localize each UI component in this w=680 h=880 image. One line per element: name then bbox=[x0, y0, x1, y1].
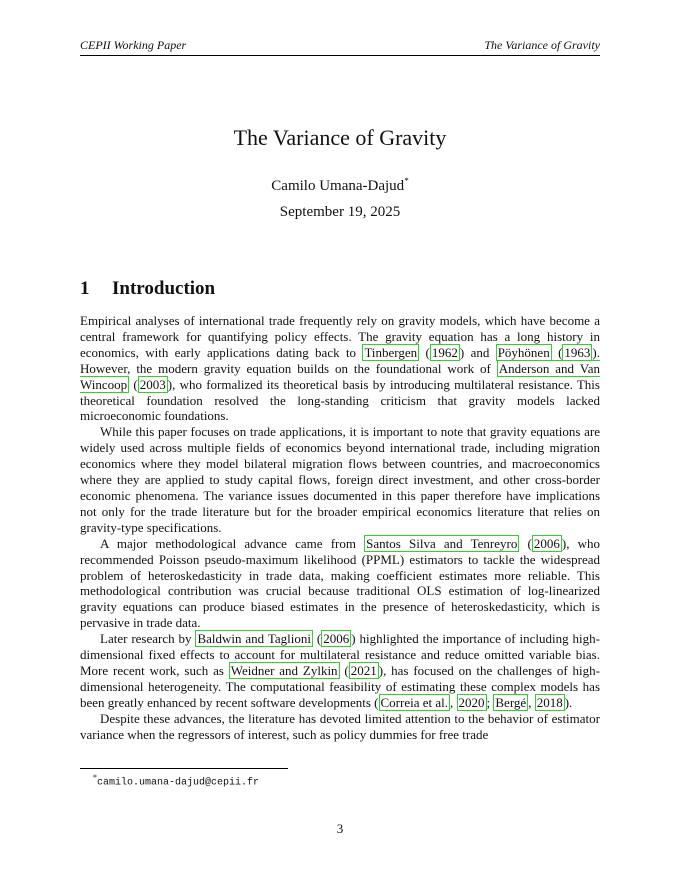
citation-link[interactable]: 2006 bbox=[323, 631, 350, 647]
author bbox=[0, 171, 680, 196]
running-header bbox=[80, 38, 600, 52]
paragraph bbox=[80, 313, 600, 424]
citation-link[interactable]: Pöyhönen bbox=[497, 344, 550, 360]
paragraph-text: ( bbox=[129, 376, 138, 392]
paragraph-text: ( bbox=[519, 535, 532, 551]
citation-link[interactable]: 1962 bbox=[431, 344, 458, 360]
citation-link[interactable]: Weidner and Zylkin bbox=[230, 662, 338, 678]
paragraph-text: ) highlighted the importance of including high-dimensional fixed effects to account for multilateral resistance and reduce omitted variable bias. More recent work, such as bbox=[80, 631, 600, 678]
footnote-email: camilo.umana-dajud@cepii.fr bbox=[97, 777, 260, 789]
citation-link[interactable]: Bergé bbox=[495, 694, 527, 710]
paragraph-text: ( bbox=[551, 344, 563, 360]
citation-link[interactable]: Santos Silva and Tenreyro bbox=[366, 535, 518, 551]
footnote-mark: * bbox=[93, 773, 97, 782]
date: September 19, 2025 bbox=[279, 204, 401, 220]
section-number: 1 bbox=[80, 278, 90, 299]
paragraph-text: A major methodological advance came from bbox=[100, 535, 365, 551]
paragraph-text: ), who recommended Poisson pseudo-maximum likelihood (PPML) estimators to tackle the widespread problem of heteroskedasticity in trade data, making coefficient estimates more reliable. This methodological contribution was crucial because traditional OLS estimation of log-linearized gravity equations can produce biased estimates in the presence of heteroskedasticity, which is pervasive in trade data. bbox=[80, 535, 600, 631]
paragraph bbox=[80, 631, 600, 711]
header-left: CEPII Working Paper bbox=[80, 38, 187, 52]
paragraph-text: ( bbox=[339, 662, 349, 678]
citation-link[interactable]: 2020 bbox=[458, 694, 485, 710]
paper-title: The Variance of Gravity bbox=[233, 125, 447, 150]
paragraph-text: While this paper focuses on trade applications, it is important to note that gravity equations are widely used across multiple fields of economics beyond international trade, including migration economics where they model bilateral migration flows between countries, and macroeconomics where they are applied to study capital flows, foreign direct investment, and other cross-border economic phenomena. The variance issues documented in this paper therefore have implications not only for the trade literature but for the broader empirical economics literature that relies on gravity-type specifications. bbox=[80, 424, 600, 535]
author-name: Camilo Umana-Dajud bbox=[271, 178, 405, 194]
citation-link[interactable]: 2018 bbox=[536, 694, 563, 710]
section-heading bbox=[80, 277, 215, 301]
citation-link[interactable]: Baldwin and Taglioni bbox=[197, 631, 311, 647]
paragraph-text: ). However, the modern gravity equation builds on the foundational work of bbox=[80, 344, 600, 376]
paragraph-text: ( bbox=[313, 631, 322, 647]
paragraph-text: , bbox=[528, 694, 535, 710]
citation-link[interactable]: 2006 bbox=[533, 535, 560, 551]
header-rule bbox=[80, 55, 600, 56]
paragraph-text: Despite these advances, the literature has devoted limited attention to the behavior of estimator variance when the regressors of interest, such as policy dummies for free trade bbox=[80, 710, 600, 742]
paragraph-text: ). bbox=[564, 694, 573, 710]
paragraph-text: ), has focused on the challenges of high-dimensional heterogeneity. The computational feasibility of estimating these complex models has been greatly enhanced by recent software developments ( bbox=[80, 662, 600, 710]
paragraph-text: Later research by bbox=[100, 631, 196, 647]
header-right: The Variance of Gravity bbox=[484, 38, 600, 52]
citation-link[interactable]: Correia et al. bbox=[380, 694, 449, 710]
paragraph bbox=[80, 536, 600, 631]
footnote-rule bbox=[80, 768, 288, 769]
footnote bbox=[93, 772, 259, 789]
paragraph-text: ) and bbox=[459, 344, 496, 360]
paragraph-text: , bbox=[450, 694, 457, 710]
paragraph bbox=[80, 711, 600, 743]
paragraph-text: ), who formalized its theoretical basis by introducing multilateral resistance. This theoretical foundation resolved the long-standing criticism that gravity models lacked microeconomic foundations. bbox=[80, 376, 600, 424]
citation-link[interactable]: Tinbergen bbox=[364, 344, 418, 360]
paragraph-text: Empirical analyses of international trade frequently rely on gravity models, which have become a central framework for quantifying policy effects. The gravity equation has a long history in economics, with early applications dating back to bbox=[80, 313, 600, 360]
paragraph bbox=[80, 424, 600, 535]
paragraph-text: ( bbox=[419, 344, 430, 360]
citation-link[interactable]: 1963 bbox=[564, 344, 591, 360]
page-number: 3 bbox=[336, 821, 344, 836]
paragraph-text: ; bbox=[486, 694, 494, 710]
body-text bbox=[80, 313, 600, 742]
section-title: Introduction bbox=[112, 278, 216, 299]
citation-link[interactable]: 2021 bbox=[350, 662, 377, 678]
author-footnote-mark: * bbox=[404, 176, 409, 186]
citation-link[interactable]: Anderson and Van Wincoop bbox=[80, 360, 600, 392]
citation-link[interactable]: 2003 bbox=[139, 376, 166, 392]
